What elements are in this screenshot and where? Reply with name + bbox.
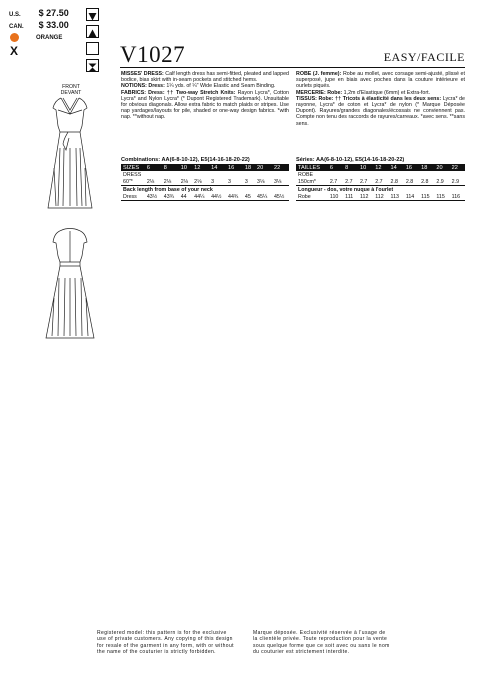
english-yardage: 2⅛ <box>146 178 155 185</box>
french-size: 18 <box>421 164 428 171</box>
french-yardage: 2.9 <box>436 178 444 185</box>
us-label: U.S. <box>9 12 21 18</box>
english-notions-text: 1¼ yds. of ¼" Wide Elastic and Seam Binding. <box>164 83 276 90</box>
title-divider <box>120 67 465 68</box>
english-fabrics-text: Rayon Lycra*, Cotton Lycra* and Nylon Lycra* (* Dupont Registered Trademark). Unsuitable for obvious diagonals. Allow extra fabric to match plaids or stripes. Use nap yardages/layouts for pile, shaded or one-way design fabrics. *with nap. **without nap. <box>121 89 290 121</box>
french-description-head: ROBE (J. femme): <box>296 71 342 77</box>
can-price-row <box>9 20 69 30</box>
english-yardage-row <box>121 178 289 186</box>
french-dress-label-row <box>296 171 465 178</box>
french-size: 6 <box>329 164 334 171</box>
english-fabrics <box>121 90 289 121</box>
french-back-length: 113 <box>390 193 399 200</box>
english-back-length: 44¼ <box>194 193 205 200</box>
french-size: 8 <box>345 164 349 171</box>
english-back-length: 43¾ <box>163 193 175 200</box>
english-yardage: 2⅛ <box>180 178 189 185</box>
french-back-length: 115 <box>436 193 445 200</box>
french-yardage: 2.8 <box>421 178 429 185</box>
english-yardage-table <box>121 164 289 201</box>
french-back-length: 115 <box>421 193 430 200</box>
english-width-label: 60"* <box>123 178 133 185</box>
english-yardage: 2⅛ <box>194 178 202 185</box>
english-size: 16 <box>228 164 235 171</box>
french-yardage: 2.7 <box>345 178 353 185</box>
french-sizes-row <box>296 164 465 171</box>
english-notions-head: NOTIONS: Dress: <box>121 83 165 90</box>
english-dress-label: DRESS <box>123 171 142 178</box>
front-label-fr: DEVANT <box>60 90 82 97</box>
english-size: 14 <box>211 164 218 171</box>
cross-mark: X <box>10 44 19 58</box>
french-back-length-label: Longueur - dos, votre nuque à l'ourlet <box>298 186 394 193</box>
english-yardage: 3 <box>244 178 248 185</box>
french-size: 14 <box>390 164 397 171</box>
english-back-length-row-label: Dress <box>123 193 137 200</box>
english-size: 18 <box>244 164 252 171</box>
triangle-down-icon <box>86 8 99 21</box>
english-yardage: 3 <box>211 178 215 185</box>
english-yardage: 3⅛ <box>273 178 282 185</box>
french-size: 12 <box>375 164 382 171</box>
us-price: $ 27.50 <box>38 8 69 18</box>
french-back-length-row-label: Robe <box>298 193 311 200</box>
footer-french: Marque déposée. Exclusivité réservée à l'usage de la clientèle privée. Toute reproduction pour la vente sous quelque forme que ce soit avec ou sans le nom du couturier est strictement interdite. <box>253 630 390 656</box>
english-back-length-row <box>121 193 289 201</box>
french-combinations: Séries: AA(6-8-10-12), E5(14-16-18-20-22) <box>296 157 405 163</box>
french-sizes-label: TAILLES <box>298 164 320 171</box>
french-description-text: Robe au mollet, avec corsage semi-ajusté, plissé et superposé, jupe en biais avec poches dans la couture intérieure et ourlets piqués. <box>296 71 465 90</box>
french-size: 22 <box>451 164 458 171</box>
english-dress-label-row <box>121 171 289 178</box>
french-size: 20 <box>436 164 443 171</box>
english-sizes-row <box>121 164 289 171</box>
french-back-length: 112 <box>375 193 384 200</box>
english-back-length: 43½ <box>146 193 158 200</box>
french-notions-text: 1,2m d'Elastique (6mm) et Extra-fort. <box>342 89 431 96</box>
english-back-length-label: Back length from base of your neck <box>123 186 213 193</box>
english-size: 22 <box>273 164 281 171</box>
english-size: 8 <box>163 164 167 171</box>
english-back-length: 45½ <box>273 193 285 200</box>
blank-box-icon <box>86 42 99 55</box>
english-size: 6 <box>146 164 150 171</box>
french-back-length: 111 <box>345 193 354 200</box>
english-back-length: 44¾ <box>228 193 239 200</box>
english-size: 12 <box>194 164 201 171</box>
english-back-length: 44½ <box>211 193 222 200</box>
english-yardage: 3⅛ <box>257 178 265 185</box>
french-text-column <box>296 71 465 127</box>
french-yardage: 2.8 <box>405 178 414 185</box>
french-description <box>296 71 465 90</box>
color-label: ORANGE <box>36 35 63 41</box>
english-back-length: 45 <box>244 193 251 200</box>
pattern-number: V1027 <box>120 42 186 67</box>
french-size: 10 <box>359 164 367 171</box>
english-sizes-label: SIZES <box>123 164 140 171</box>
french-yardage-table <box>296 164 465 201</box>
french-fabrics-head: TISSUS: Robe: †† Tricots à élasticité dans les deux sens: <box>296 95 442 102</box>
back-dress-illustration <box>30 218 110 344</box>
french-back-length: 116 <box>451 193 461 200</box>
french-fabrics <box>296 96 465 127</box>
french-fabrics-text: Lycra* de rayonne, Lycra* de coton et Lycra* de nylon (* Marque Déposée Dupont). Rayures/grandes diagonales/écossais ne conviennent pas. Compte non tenu des raccords de rayures/carreaux. *avec sens. **sans sens. <box>296 95 466 127</box>
french-back-length: 114 <box>405 193 415 200</box>
english-back-length-head-row <box>121 186 289 194</box>
english-combinations: Combinations: AA(6-8-10-12), E5(14-16-18-20-22) <box>121 157 250 163</box>
french-back-length: 112 <box>359 193 369 200</box>
english-yardage: 3 <box>228 178 231 185</box>
french-back-length-row <box>296 193 465 201</box>
french-yardage-row <box>296 178 465 186</box>
triangle-up-icon <box>86 25 99 38</box>
front-dress-illustration <box>30 88 110 216</box>
orange-dot-icon <box>10 33 19 42</box>
french-yardage: 2.9 <box>451 178 460 185</box>
hourglass-icon <box>86 59 99 72</box>
english-yardage: 2⅛ <box>163 178 172 185</box>
english-description <box>121 71 289 83</box>
english-text-column <box>121 71 289 121</box>
french-yardage: 2.8 <box>390 178 398 185</box>
french-yardage: 2.7 <box>375 178 383 185</box>
english-back-length: 44 <box>180 193 187 200</box>
english-size: 10 <box>180 164 187 171</box>
french-size: 16 <box>405 164 413 171</box>
footer-english: Registered model: this pattern is for the exclusive use of private customers. Any copying of this design for resale of the garment in any form, with or without the name of the couturier is strictly forbidden. <box>97 630 234 656</box>
english-back-length: 45¼ <box>257 193 268 200</box>
can-label: CAN. <box>9 24 24 30</box>
english-size: 20 <box>257 164 264 171</box>
us-price-row <box>9 8 69 18</box>
english-description-text: Calf length dress has semi-fitted, pleated and lapped bodice, bias skirt with in-seam pockets and stitched hems. <box>121 71 289 84</box>
can-price: $ 33.00 <box>38 20 69 30</box>
french-width-label: 150cm* <box>298 178 316 185</box>
difficulty-label: EASY/FACILE <box>383 50 465 64</box>
english-description-head: MISSES' DRESS: <box>121 71 164 77</box>
french-dress-label: ROBE <box>298 171 314 178</box>
english-fabrics-head: FABRICS: Dress: †† Two-way Stretch Knits: <box>121 89 236 96</box>
french-notions-head: MERCERIE: Robe: <box>296 89 343 96</box>
french-yardage: 2.7 <box>359 178 368 185</box>
front-label: FRONT <box>62 84 80 90</box>
french-yardage: 2.7 <box>329 178 338 185</box>
french-back-length-head-row <box>296 186 465 194</box>
french-back-length: 110 <box>329 193 339 200</box>
